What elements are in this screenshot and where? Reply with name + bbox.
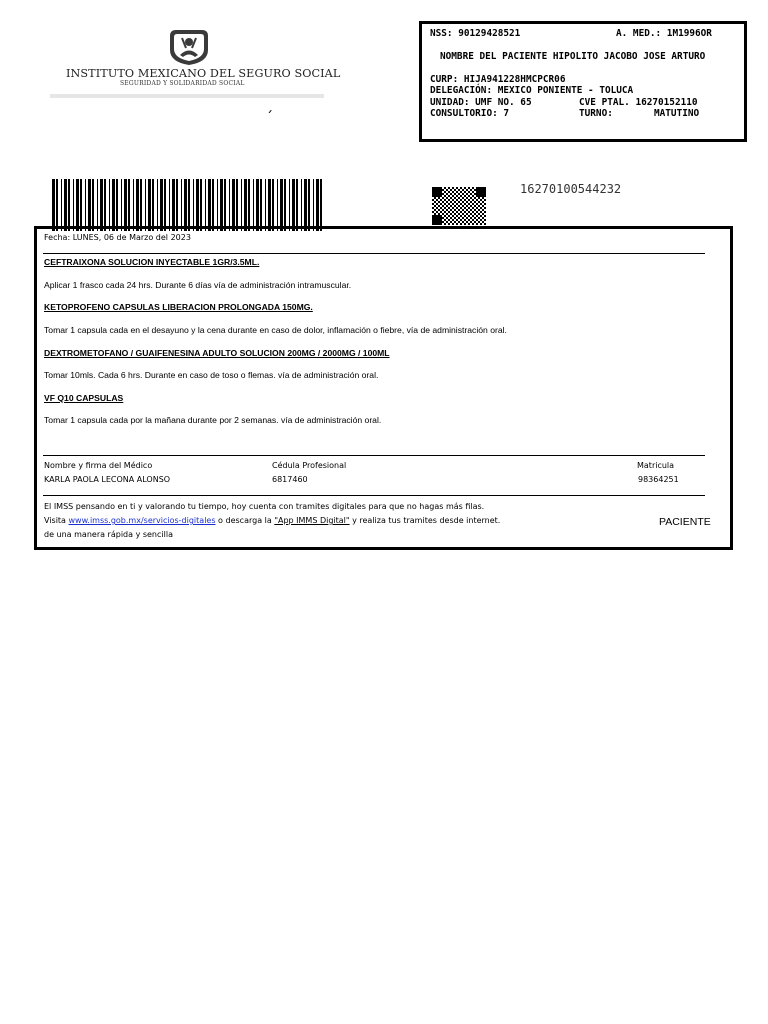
- footer-line-1: El IMSS pensando en ti y valorando tu tiempo, hoy cuenta con tramites digitales para que no hagas más filas.: [44, 502, 485, 511]
- turno-label: TURNO:: [579, 108, 613, 119]
- barcode: [50, 179, 324, 231]
- doctor-name-label: Nombre y firma del Médico: [44, 461, 153, 470]
- a-med: A. MED.: 1M1996OR: [616, 28, 712, 39]
- footer-line-2: [44, 516, 500, 525]
- curp: CURP: HIJA941228HMCPCR06: [430, 74, 566, 85]
- instructions-2: Tomar 1 capsula cada en el desayuno y la cena durante en caso de dolor, inflamación o fiebre, vía de administración oral.: [44, 325, 507, 335]
- copy-label: PACIENTE: [659, 516, 711, 528]
- app-name: "App IMMS Digital": [274, 516, 350, 525]
- instructions-3: Tomar 10mls. Cada 6 hrs. Durante en caso de toso o flemas. vía de administración oral.: [44, 370, 379, 380]
- drug-2: KETOPROFENO CAPSULAS LIBERACION PROLONGADA 150MG.: [44, 302, 313, 312]
- imss-eagle-logo: [168, 28, 210, 66]
- folio-number: 16270100544232: [520, 182, 622, 196]
- digital-services-link[interactable]: www.imss.gob.mx/servicios-digitales: [68, 516, 216, 525]
- delegacion: DELEGACIÓN: MEXICO PONIENTE - TOLUCA: [430, 85, 634, 96]
- footer-end-text: y realiza tus tramites desde internet.: [349, 516, 501, 525]
- institution-name: INSTITUTO MEXICANO DEL SEGURO SOCIAL: [66, 67, 341, 80]
- footer-line-3: de una manera rápida y sencilla: [44, 530, 173, 539]
- patient-info-box: [419, 21, 747, 142]
- patient-name: NOMBRE DEL PACIENTE HIPOLITO JACOBO JOSE ARTURO: [440, 51, 706, 62]
- instructions-1: Aplicar 1 frasco cada 24 hrs. Durante 6 días vía de administración intramuscular.: [44, 280, 352, 290]
- drug-4: VF Q10 CAPSULAS: [44, 393, 124, 403]
- stray-mark: ´: [266, 110, 273, 126]
- visit-text: Visita: [44, 516, 69, 525]
- cve-ptal: CVE PTAL. 16270152110: [579, 97, 698, 108]
- consultorio: CONSULTORIO: 7: [430, 108, 510, 119]
- download-text: o descarga la: [215, 516, 275, 525]
- cedula-label: Cédula Profesional: [272, 461, 347, 470]
- turno-value: MATUTINO: [654, 108, 700, 119]
- cedula-value: 6817460: [272, 475, 308, 484]
- matricula-value: 98364251: [638, 475, 679, 484]
- institution-tagline: SEGURIDAD Y SOLIDARIDAD SOCIAL: [120, 80, 245, 87]
- nss: NSS: 90129428521: [430, 28, 521, 39]
- footer-divider: [43, 495, 705, 496]
- matricula-label: Matricula: [637, 461, 675, 470]
- signature-divider: [43, 455, 705, 456]
- qr-code: [432, 187, 486, 225]
- prescription-date: Fecha: LUNES, 06 de Marzo del 2023: [44, 233, 191, 242]
- drug-1: CEFTRAIXONA SOLUCION INYECTABLE 1GR/3.5ML.: [44, 257, 260, 267]
- unidad: UNIDAD: UMF NO. 65: [430, 97, 532, 108]
- prescription-box: [34, 226, 733, 550]
- logo-divider: [50, 94, 324, 98]
- doctor-name: KARLA PAOLA LECONA ALONSO: [44, 475, 171, 484]
- drug-3: DEXTROMETOFANO / GUAIFENESINA ADULTO SOLUCION 200MG / 2000MG / 100ML: [44, 348, 390, 358]
- date-divider: [43, 253, 705, 254]
- instructions-4: Tomar 1 capsula cada por la mañana durante por 2 semanas. vía de administración oral.: [44, 415, 382, 425]
